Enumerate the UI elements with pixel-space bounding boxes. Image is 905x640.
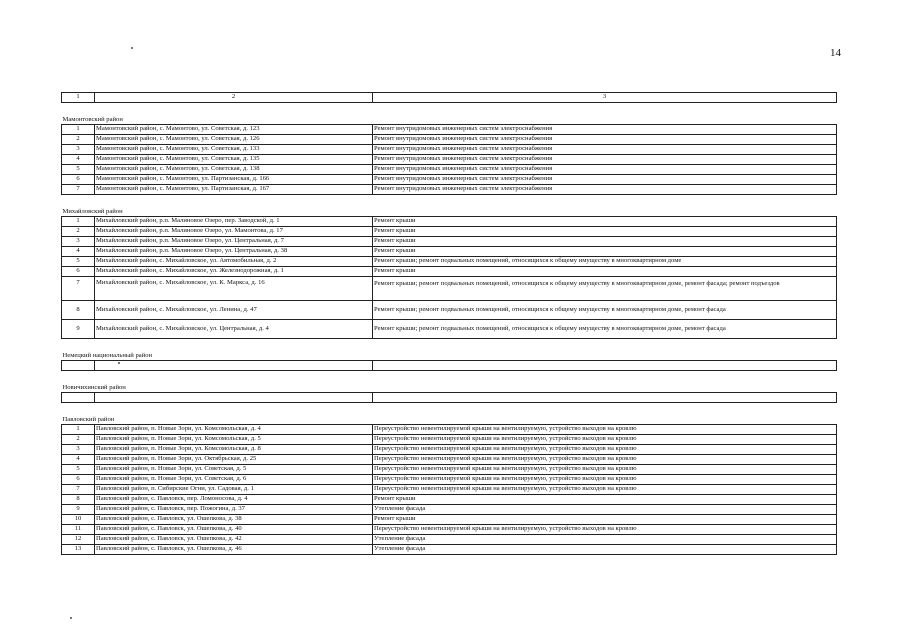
row-number: 7 xyxy=(62,185,95,195)
scan-speck xyxy=(131,47,133,49)
work-type-cell: Утепление фасада xyxy=(373,505,837,515)
row-number: 6 xyxy=(62,475,95,485)
table-row xyxy=(62,175,837,185)
work-type-cell: Ремонт крыши xyxy=(373,267,837,277)
table-row xyxy=(62,545,837,555)
address-cell: Мамонтовский район, с. Мамонтово, ул. Советская, д. 135 xyxy=(95,155,373,165)
address-cell: Павловский район, п. Новые Зори, ул. Комсомольская, д. 8 xyxy=(95,445,373,455)
table-row xyxy=(62,257,837,267)
work-type-cell: Переустройство невентилируемой крыши на вентилируемую, устройство выходов на кровлю xyxy=(373,455,837,465)
table-row xyxy=(62,217,837,227)
address-cell: Михайловский район, с. Михайловское, ул. Центральная, д. 4 xyxy=(95,320,373,339)
table-row xyxy=(62,247,837,257)
header-col-3: 3 xyxy=(373,93,837,103)
address-cell: Павловский район, п. Новые Зори, ул. Октябрьская, д. 25 xyxy=(95,455,373,465)
row-number: 1 xyxy=(62,425,95,435)
table-row xyxy=(62,185,837,195)
table-row xyxy=(62,535,837,545)
address-cell: Михайловский район, р.п. Малиновое Озеро, ул. Центральная, д. 7 xyxy=(95,237,373,247)
section-title: Мамонтовский район xyxy=(62,116,123,124)
scan-speck xyxy=(70,617,72,619)
section-heading-row xyxy=(62,351,837,361)
work-type-cell: Переустройство невентилируемой крыши на вентилируемую, устройство выходов на кровлю xyxy=(373,445,837,455)
work-type-cell: Утепление фасада xyxy=(373,535,837,545)
row-number: 13 xyxy=(62,545,95,555)
table-row xyxy=(62,515,837,525)
empty-cell xyxy=(95,361,373,371)
address-cell: Павловский район, п. Новые Зори, ул. Советская, д. 5 xyxy=(95,465,373,475)
row-number: 6 xyxy=(62,175,95,185)
section-heading-row xyxy=(62,415,837,425)
address-cell: Павловский район, п. Новые Зори, ул. Комсомольская, д. 5 xyxy=(95,435,373,445)
row-number: 1 xyxy=(62,217,95,227)
header-col-1: 1 xyxy=(62,93,95,103)
row-number: 2 xyxy=(62,435,95,445)
row-number: 7 xyxy=(62,485,95,495)
work-type-cell: Переустройство невентилируемой крыши на вентилируемую, устройство выходов на кровлю xyxy=(373,465,837,475)
table-row xyxy=(62,425,837,435)
row-number: 3 xyxy=(62,145,95,155)
address-cell: Михайловский район, с. Михайловское, ул. К. Маркса, д. 16 xyxy=(95,277,373,301)
work-type-cell: Ремонт крыши xyxy=(373,247,837,257)
address-cell: Мамонтовский район, с. Мамонтово, ул. Советская, д. 123 xyxy=(95,125,373,135)
section-heading-row xyxy=(62,207,837,217)
table-row xyxy=(62,237,837,247)
table-row xyxy=(62,485,837,495)
address-cell: Павловский район, с. Павловск, ул. Ошепкова, д. 42 xyxy=(95,535,373,545)
section-title: Михайловский район xyxy=(62,208,123,216)
section-spacer xyxy=(62,339,837,352)
row-number: 5 xyxy=(62,465,95,475)
address-cell: Мамонтовский район, с. Мамонтово, ул. Партизанская, д. 166 xyxy=(95,175,373,185)
row-number: 3 xyxy=(62,445,95,455)
work-type-cell: Ремонт внутридомовых инженерных систем электроснабжения xyxy=(373,185,837,195)
empty-cell xyxy=(373,361,837,371)
work-type-cell: Утепление фасада xyxy=(373,545,837,555)
row-number: 4 xyxy=(62,455,95,465)
table-row xyxy=(62,455,837,465)
work-type-cell: Ремонт крыши; ремонт подвальных помещений, относящихся к общему имуществу в многоквартирном доме, ремонт фасада xyxy=(373,301,837,320)
repair-register-table xyxy=(61,92,837,555)
work-type-cell: Ремонт крыши xyxy=(373,495,837,505)
address-cell: Мамонтовский район, с. Мамонтово, ул. Советская, д. 138 xyxy=(95,165,373,175)
address-cell: Мамонтовский район, с. Мамонтово, ул. Советская, д. 126 xyxy=(95,135,373,145)
table-row xyxy=(62,475,837,485)
table-row xyxy=(62,301,837,320)
row-number: 1 xyxy=(62,125,95,135)
work-type-cell: Ремонт крыши xyxy=(373,237,837,247)
empty-table-row xyxy=(62,361,837,371)
work-type-cell: Переустройство невентилируемой крыши на вентилируемую, устройство выходов на кровлю xyxy=(373,525,837,535)
row-number: 5 xyxy=(62,257,95,267)
address-cell: Павловский район, с. Павловск, пер. Пожогина, д. 37 xyxy=(95,505,373,515)
work-type-cell: Ремонт внутридомовых инженерных систем электроснабжения xyxy=(373,165,837,175)
address-cell: Михайловский район, р.п. Малиновое Озеро, пер. Заводской, д. 1 xyxy=(95,217,373,227)
table-row xyxy=(62,320,837,339)
work-type-cell: Ремонт внутридомовых инженерных систем электроснабжения xyxy=(373,135,837,145)
work-type-cell: Ремонт внутридомовых инженерных систем электроснабжения xyxy=(373,155,837,165)
work-type-cell: Переустройство невентилируемой крыши на вентилируемую, устройство выходов на кровлю xyxy=(373,475,837,485)
table-row xyxy=(62,165,837,175)
address-cell: Михайловский район, с. Михайловское, ул. Железнодорожная, д. 1 xyxy=(95,267,373,277)
row-number: 6 xyxy=(62,267,95,277)
address-cell: Павловский район, с. Павловск, ул. Ошепкова, д. 40 xyxy=(95,525,373,535)
address-cell: Павловский район, с. Павловск, пер. Ломоносова, д. 4 xyxy=(95,495,373,505)
table-row xyxy=(62,495,837,505)
section-spacer xyxy=(62,195,837,208)
table-row xyxy=(62,445,837,455)
work-type-cell: Ремонт внутридомовых инженерных систем электроснабжения xyxy=(373,145,837,155)
row-number: 7 xyxy=(62,277,95,301)
work-type-cell: Ремонт крыши; ремонт подвальных помещений, относящихся к общему имуществу в многоквартирном доме xyxy=(373,257,837,267)
section-spacer xyxy=(62,371,837,384)
address-cell: Михайловский район, р.п. Малиновое Озеро, ул. Центральная, д. 38 xyxy=(95,247,373,257)
address-cell: Павловский район, п. Сибирские Огни, ул. Садовая, д. 1 xyxy=(95,485,373,495)
table-row xyxy=(62,525,837,535)
section-spacer xyxy=(62,103,837,116)
work-type-cell: Ремонт крыши; ремонт подвальных помещений, относящихся к общему имуществу в многоквартирном доме, ремонт фасада xyxy=(373,320,837,339)
work-type-cell: Ремонт крыши xyxy=(373,515,837,525)
table-header-row xyxy=(62,93,837,103)
table-row xyxy=(62,155,837,165)
row-number: 2 xyxy=(62,227,95,237)
row-number: 12 xyxy=(62,535,95,545)
row-number: 4 xyxy=(62,247,95,257)
work-type-cell: Ремонт крыши xyxy=(373,227,837,237)
table-row xyxy=(62,227,837,237)
work-type-cell: Ремонт крыши; ремонт подвальных помещений, относящихся к общему имуществу в многоквартирном доме, ремонт фасада; ремонт подъездов xyxy=(373,277,837,301)
section-spacer xyxy=(62,403,837,416)
table-row xyxy=(62,125,837,135)
address-cell: Павловский район, п. Новые Зори, ул. Советская, д. 6 xyxy=(95,475,373,485)
work-type-cell: Ремонт внутридомовых инженерных систем электроснабжения xyxy=(373,125,837,135)
row-number: 10 xyxy=(62,515,95,525)
table-row xyxy=(62,465,837,475)
table-row xyxy=(62,505,837,515)
address-cell: Михайловский район, с. Михайловское, ул. Автомобильная, д. 2 xyxy=(95,257,373,267)
row-number: 11 xyxy=(62,525,95,535)
table-row xyxy=(62,145,837,155)
work-type-cell: Переустройство невентилируемой крыши на вентилируемую, устройство выходов на кровлю xyxy=(373,425,837,435)
table-row xyxy=(62,435,837,445)
empty-cell xyxy=(62,361,95,371)
section-title: Немецкий национальный район xyxy=(62,352,153,360)
section-heading-row xyxy=(62,383,837,393)
table-row xyxy=(62,135,837,145)
empty-table-row xyxy=(62,393,837,403)
header-col-2: 2 xyxy=(95,93,373,103)
section-heading-row xyxy=(62,115,837,125)
row-number: 2 xyxy=(62,135,95,145)
scan-speck xyxy=(118,362,120,364)
section-title: Павловский район xyxy=(62,416,115,424)
work-type-cell: Переустройство невентилируемой крыши на вентилируемую, устройство выходов на кровлю xyxy=(373,435,837,445)
section-title: Новичихинский район xyxy=(62,384,126,392)
row-number: 4 xyxy=(62,155,95,165)
empty-cell xyxy=(62,393,95,403)
address-cell: Михайловский район, р.п. Малиновое Озеро, ул. Мамонтова, д. 17 xyxy=(95,227,373,237)
row-number: 8 xyxy=(62,495,95,505)
table-row xyxy=(62,277,837,301)
row-number: 9 xyxy=(62,320,95,339)
work-type-cell: Ремонт внутридомовых инженерных систем электроснабжения xyxy=(373,175,837,185)
address-cell: Павловский район, с. Павловск, ул. Ошепкова, д. 46 xyxy=(95,545,373,555)
work-type-cell: Ремонт крыши xyxy=(373,217,837,227)
address-cell: Павловский район, с. Павловск, ул. Ошепкова, д. 38 xyxy=(95,515,373,525)
address-cell: Мамонтовский район, с. Мамонтово, ул. Партизанская, д. 167 xyxy=(95,185,373,195)
work-type-cell: Переустройство невентилируемой крыши на вентилируемую, устройство выходов на кровлю xyxy=(373,485,837,495)
empty-cell xyxy=(373,393,837,403)
address-cell: Михайловский район, с. Михайловское, ул. Ленина, д. 47 xyxy=(95,301,373,320)
row-number: 9 xyxy=(62,505,95,515)
address-cell: Мамонтовский район, с. Мамонтово, ул. Советская, д. 133 xyxy=(95,145,373,155)
empty-cell xyxy=(95,393,373,403)
row-number: 8 xyxy=(62,301,95,320)
row-number: 5 xyxy=(62,165,95,175)
table-row xyxy=(62,267,837,277)
address-cell: Павловский район, п. Новые Зори, ул. Комсомольская, д. 4 xyxy=(95,425,373,435)
row-number: 3 xyxy=(62,237,95,247)
page-number: 14 xyxy=(830,47,841,59)
